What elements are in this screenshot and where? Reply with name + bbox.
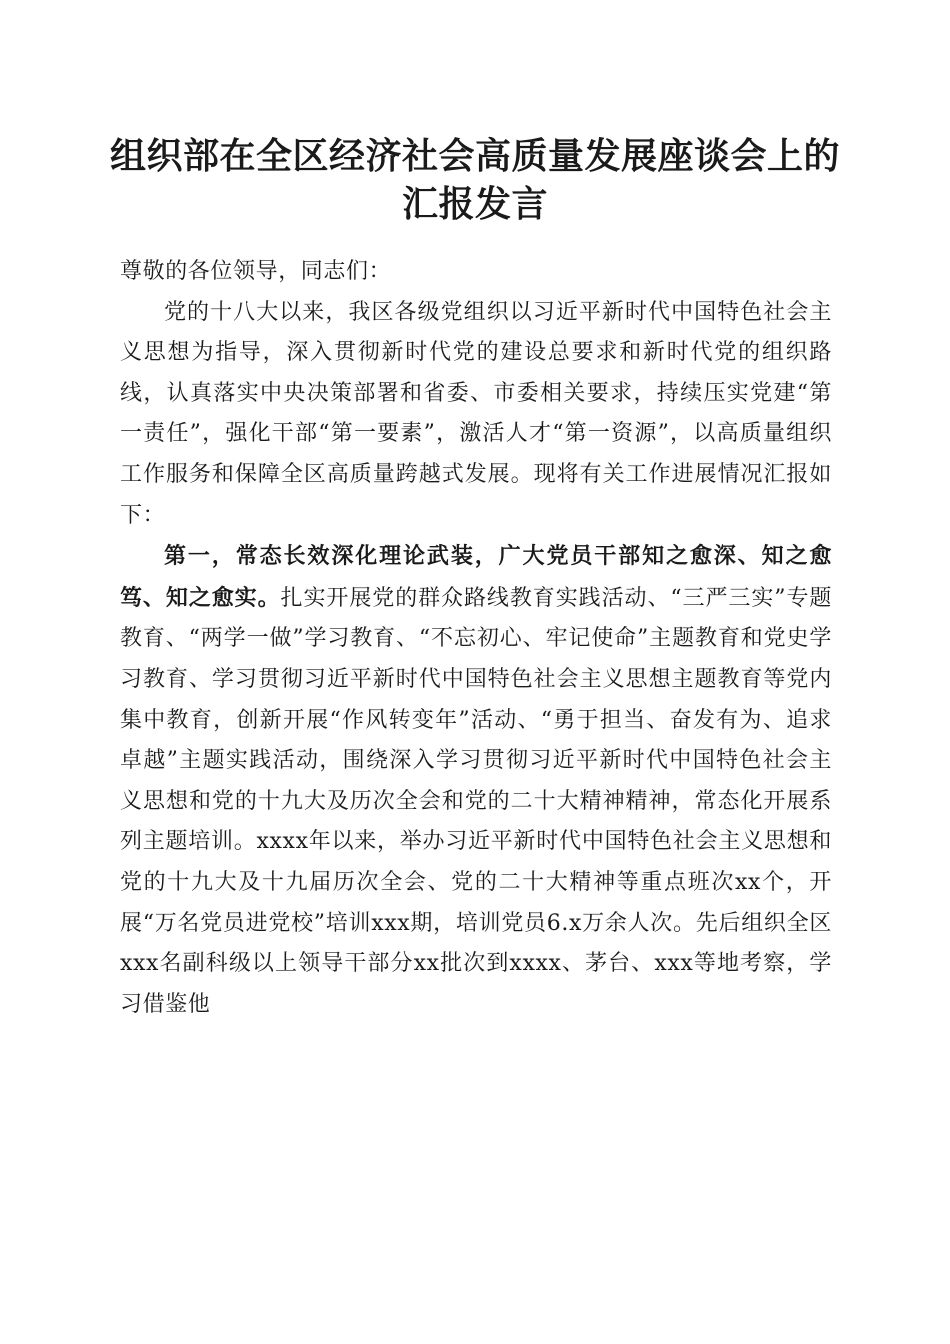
title-line-1: 组织部在全区经济社会高质量发展座谈会上的 (109, 135, 840, 177)
paragraph-theory-body: 扎实开展党的群众路线教育实践活动、“三严三实”专题教育、“两学一做”学习教育、“不忘初心、牢记使命”主题教育和党史学习教育、学习贯彻习近平新时代中国特色社会主义思想主题教育等党内集中教育，创新开展“作风转变年”活动、“勇于担当、奋发有为、追求卓越”主题实践活动，围绕深入学习贯彻习近平新时代中国特色社会主义思想和党的十九大及历次全会和党的二十大精神精神，常态化开展系列主题培训。xxxx年以来，举办习近平新时代中国特色社会主义思想和党的十九大及十九届历次全会、党的二十大精神等重点班次xx个，开展“万名党员进党校”培训xxx期，培训党员6.x万余人次。先后组织全区xxx名副科级以上领导干部分xx批次到xxxx、茅台、xxx等地考察，学习借鉴他 (120, 585, 832, 1017)
title-line-2: 汇报发言 (401, 183, 548, 225)
document-body (120, 252, 832, 1025)
paragraph-theory-lead: 第一，常态长效深化理论武装，广大党员干部知之愈深、知之愈笃、知之愈实。 (120, 543, 832, 611)
document-title (100, 132, 850, 228)
salutation: 尊敬的各位领导，同志们： (120, 259, 392, 284)
paragraph-intro: 党的十八大以来，我区各级党组织以习近平新时代中国特色社会主义思想为指导，深入贯彻新时代党的建设总要求和新时代党的组织路线，认真落实中央决策部署和省委、市委相关要求，持续压实党建“第一责任”，强化干部“第一要素”，激活人才“第一资源”，以高质量组织工作服务和保障全区高质量跨越式发展。现将有关工作进展情况汇报如下： (120, 299, 832, 528)
paragraph-theory (120, 536, 832, 1025)
